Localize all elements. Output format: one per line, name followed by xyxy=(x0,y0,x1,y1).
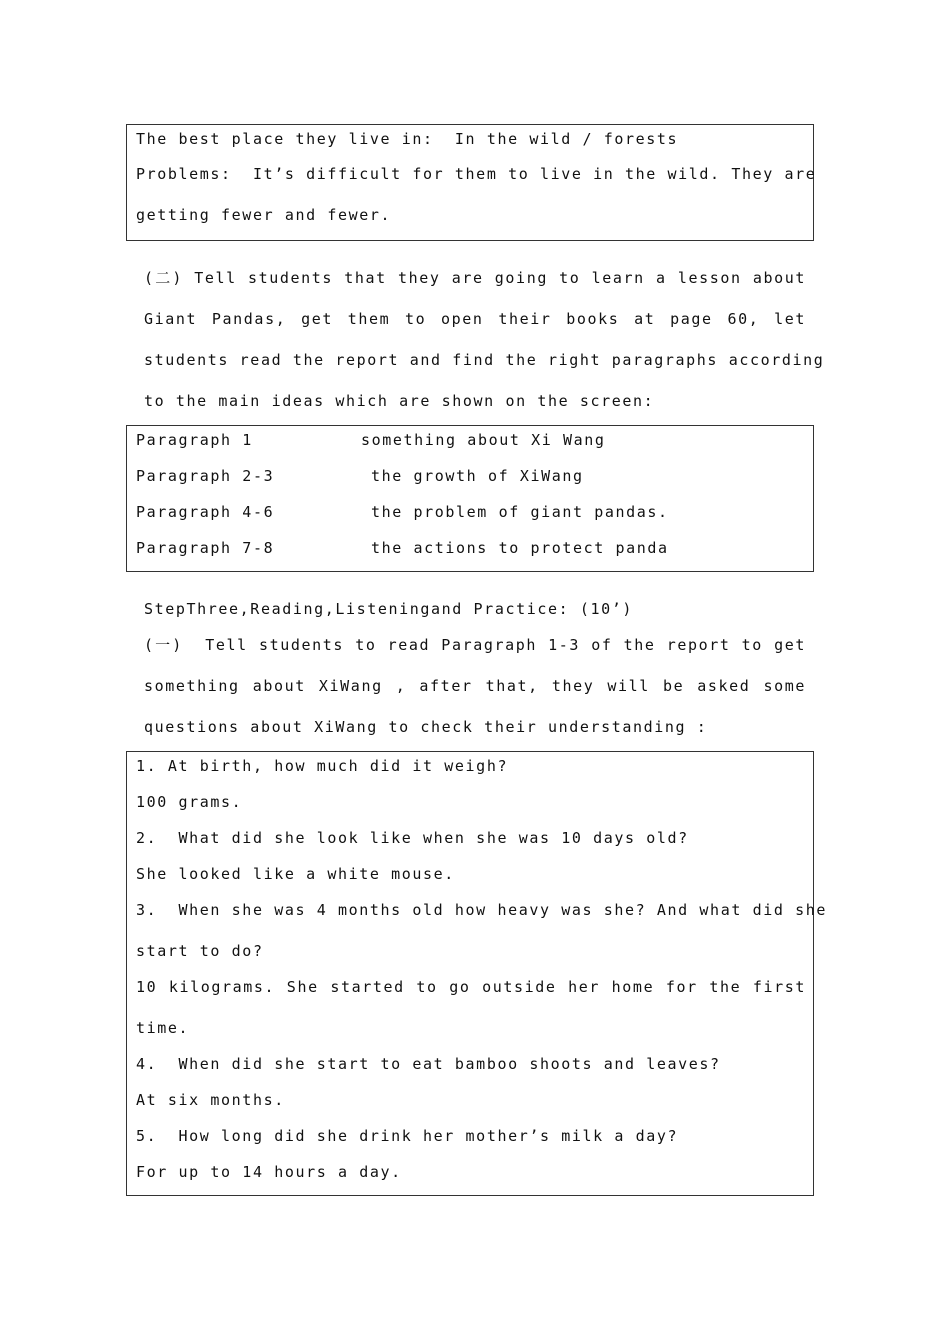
paragraph-idea: something about Xi Wang xyxy=(361,431,606,449)
paragraph-label: Paragraph 7-8 xyxy=(136,539,275,557)
paragraph-idea: the growth of XiWang xyxy=(371,467,584,485)
info-box xyxy=(126,124,817,241)
answer: At six months. xyxy=(136,1091,285,1109)
paragraph-idea: the actions to protect panda xyxy=(371,539,669,557)
answer: 10 kilograms. She started to go outside her home for the first xyxy=(136,978,806,996)
problems-line: Problems: It’s difficult for them to live in the wild. They are xyxy=(136,165,817,183)
question: 3. When she was 4 months old how heavy was she? And what did she xyxy=(136,901,827,919)
answer: For up to 14 hours a day. xyxy=(136,1163,402,1181)
answer: She looked like a white mouse. xyxy=(136,865,455,883)
questions-box xyxy=(126,751,827,1196)
paragraph-ideas-box xyxy=(126,425,814,572)
answer: 100 grams. xyxy=(136,793,243,811)
problems-line-cont: getting fewer and fewer. xyxy=(136,206,392,224)
answer-cont: time. xyxy=(136,1019,190,1037)
question: 2. What did she look like when she was 10 days old? xyxy=(136,829,689,847)
question: 5. How long did she drink her mother’s milk a day? xyxy=(136,1127,679,1145)
paragraph-line: something about XiWang , after that, they will be asked some xyxy=(144,677,806,695)
question-cont: start to do? xyxy=(136,942,264,960)
paragraph-line: (二) Tell students that they are going to learn a lesson about xyxy=(144,269,806,287)
paragraph-line: Giant Pandas, get them to open their books at page 60, let xyxy=(144,310,806,328)
best-place-line: The best place they live in: In the wild / forests xyxy=(136,130,679,148)
paragraph-label: Paragraph 2-3 xyxy=(136,467,275,485)
paragraph-idea: the problem of giant pandas. xyxy=(371,503,669,521)
paragraph-label: Paragraph 1 xyxy=(136,431,253,449)
paragraph-line: questions about XiWang to check their understanding : xyxy=(144,718,708,736)
paragraph-line: students read the report and find the right paragraphs according xyxy=(144,351,825,369)
paragraph-label: Paragraph 4-6 xyxy=(136,503,275,521)
step-heading-text: StepThree,Reading,Listeningand Practice: (10’) xyxy=(144,600,634,618)
question: 1. At birth, how much did it weigh? xyxy=(136,757,509,775)
paragraph-line: (一) Tell students to read Paragraph 1-3 of the report to get xyxy=(144,636,806,654)
paragraph-line: to the main ideas which are shown on the screen: xyxy=(144,392,655,410)
question: 4. When did she start to eat bamboo shoots and leaves? xyxy=(136,1055,721,1073)
